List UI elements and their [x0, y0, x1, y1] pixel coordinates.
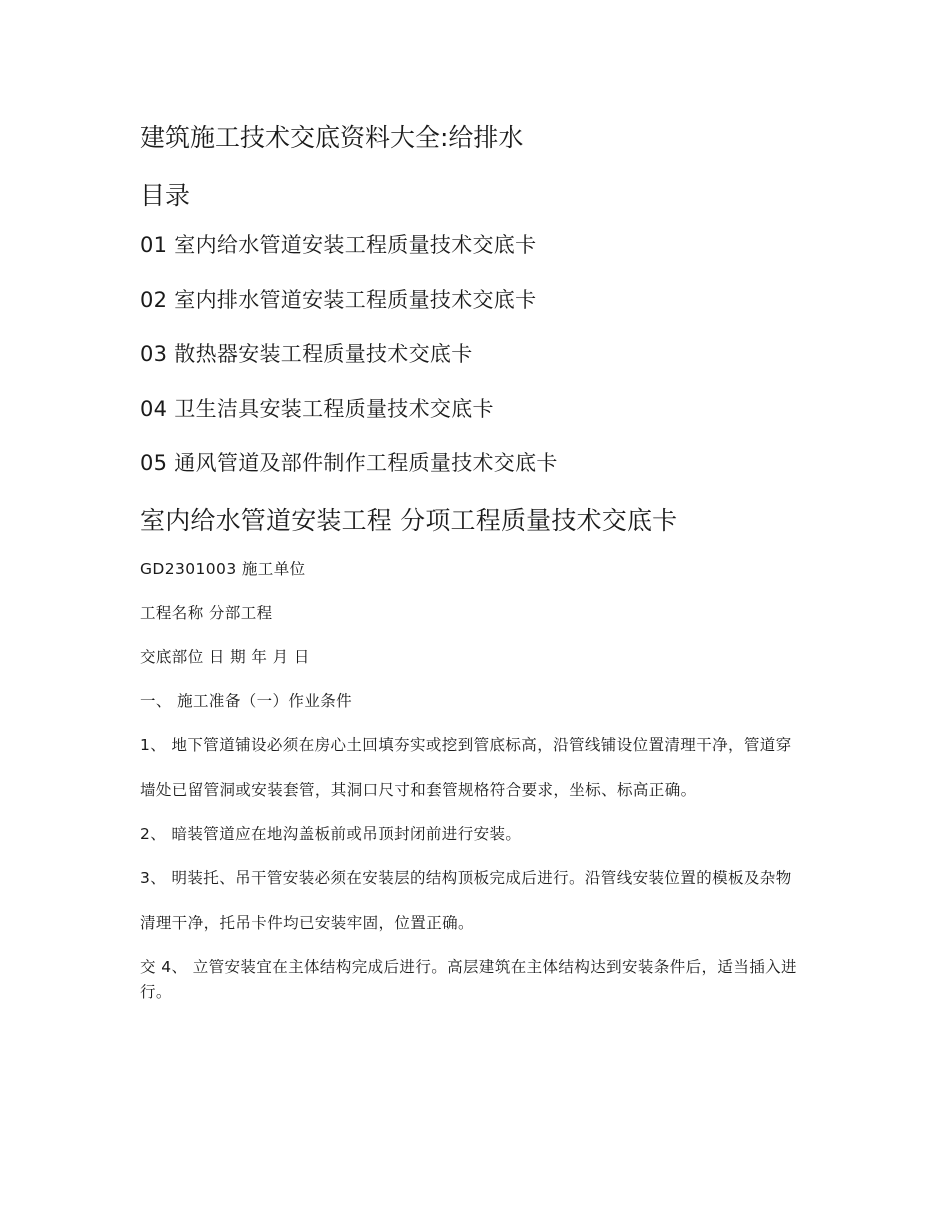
paragraph-item-3: 3、 明装托、吊干管安装必须在安装层的结构顶板完成后进行。沿管线安装位置的模板及杂物	[140, 868, 792, 887]
paragraph-location-date: 交底部位 日 期 年 月 日	[140, 647, 310, 666]
toc-item-03[interactable]: 03 散热器安装工程质量技术交底卡	[140, 342, 473, 366]
paragraph-code-unit: GD2301003 施工单位	[140, 559, 306, 578]
paragraph-item-4: 交 4、 立管安装宜在主体结构完成后进行。高层建筑在主体结构达到安装条件后，适当插入进行。	[140, 957, 797, 1001]
document-title: 建筑施工技术交底资料大全:给排水	[140, 123, 524, 152]
section-title: 室内给水管道安装工程 分项工程质量技术交底卡	[140, 505, 678, 535]
toc-item-02[interactable]: 02 室内排水管道安装工程质量技术交底卡	[140, 287, 537, 312]
document-content	[140, 118, 810, 1025]
toc-item-05[interactable]: 05 通风管道及部件制作工程质量技术交底卡	[140, 451, 558, 475]
paragraph-item-1-cont: 墙处已留管洞或安装套管，其洞口尺寸和套管规格符合要求，坐标、标高正确。	[140, 780, 697, 799]
toc-item-04[interactable]: 04 卫生洁具安装工程质量技术交底卡	[140, 396, 494, 421]
toc-heading: 目录	[140, 181, 191, 210]
paragraph-item-1: 1、 地下管道铺设必须在房心土回填夯实或挖到管底标高，沿管线铺设位置清理干净，管道穿	[140, 735, 792, 754]
paragraph-project-name: 工程名称 分部工程	[140, 603, 273, 622]
paragraph-item-2: 2、 暗装管道应在地沟盖板前或吊顶封闭前进行安装。	[140, 824, 522, 843]
toc-item-01[interactable]: 01 室内给水管道安装工程质量技术交底卡	[140, 233, 537, 257]
paragraph-preparation: 一、 施工准备（一）作业条件	[140, 691, 353, 710]
paragraph-item-3-cont: 清理干净，托吊卡件均已安装牢固，位置正确。	[140, 913, 474, 932]
